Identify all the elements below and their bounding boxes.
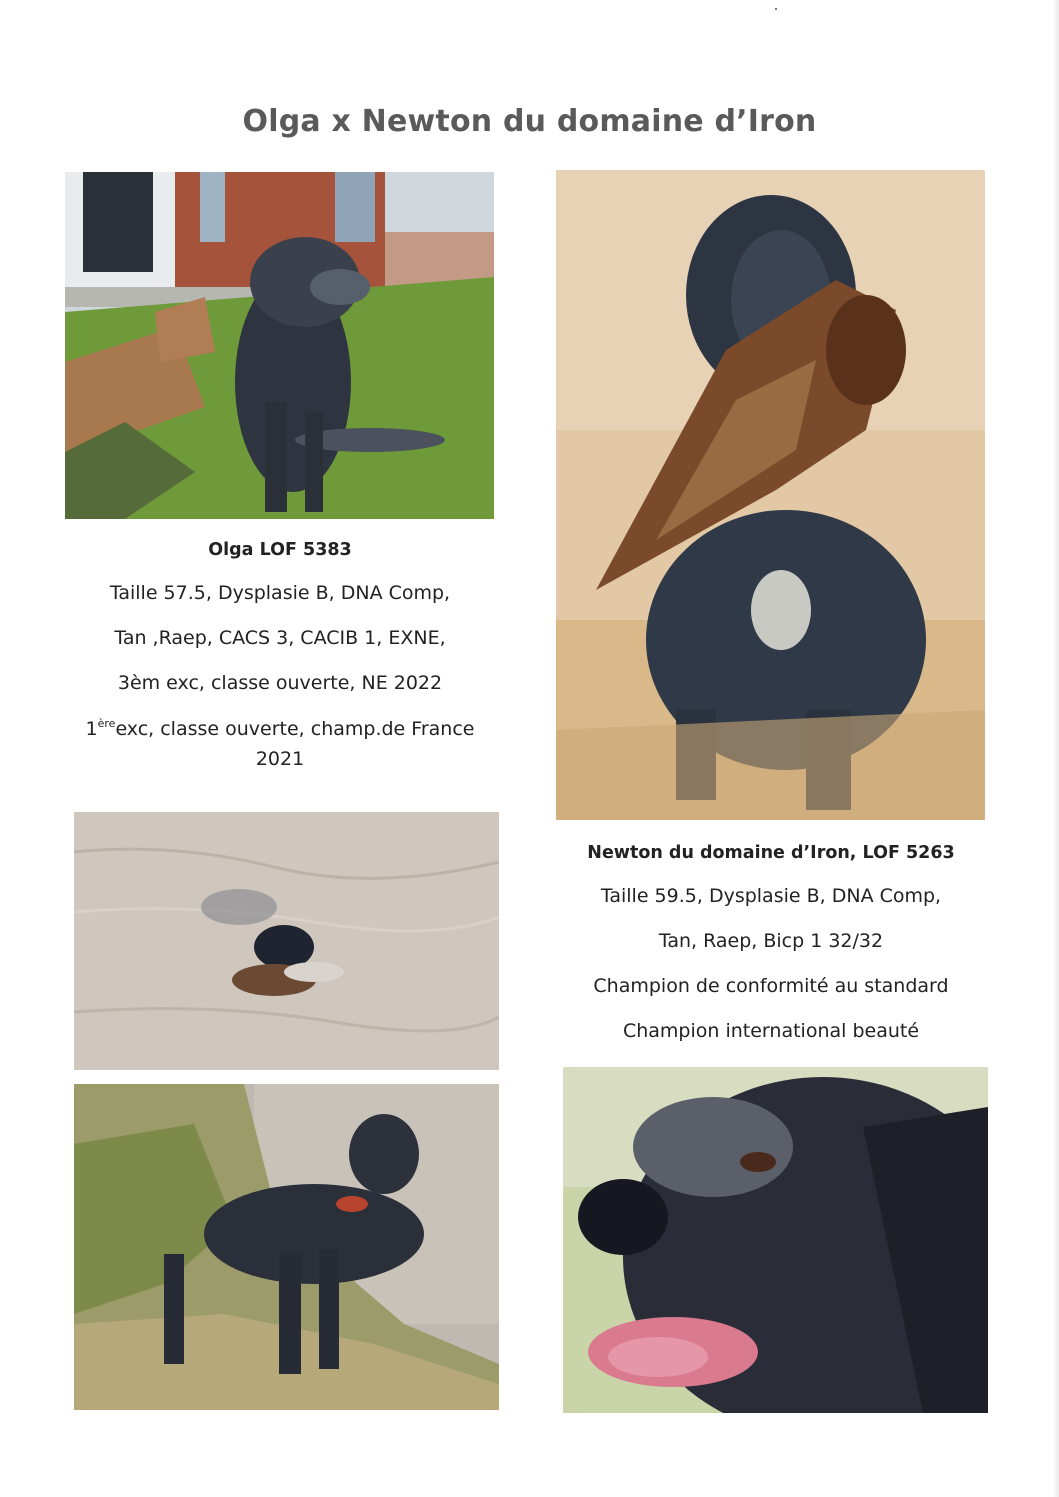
page-title: Olga x Newton du domaine d’Iron: [242, 104, 817, 139]
photo-newton-portrait: [563, 1067, 988, 1413]
olga-info: [60, 540, 500, 793]
olga-line-3: 3èm exc, classe ouverte, NE 2022: [117, 672, 443, 694]
olga-name: Olga LOF 5383: [208, 540, 352, 560]
olga-line-4-rest: exc, classe ouverte, champ.de France: [115, 718, 475, 740]
olga-line-1: Taille 57.5, Dysplasie B, DNA Comp,: [109, 582, 451, 604]
newton-info: [555, 843, 987, 1065]
photo-olga-standing: [74, 1084, 499, 1410]
scan-speck: [775, 8, 777, 10]
olga-line-4-num: 1: [85, 718, 98, 740]
newton-line-1: Taille 59.5, Dysplasie B, DNA Comp,: [600, 885, 942, 907]
newton-line-2: Tan, Raep, Bicp 1 32/32: [658, 930, 884, 952]
olga-line-2: Tan ,Raep, CACS 3, CACIB 1, EXNE,: [114, 627, 446, 649]
newton-line-3: Champion de conformité au standard: [593, 975, 949, 997]
scan-edge-shadow: [1053, 0, 1059, 1497]
photo-newton-pheasant: [556, 170, 985, 820]
olga-line-4-sup: ère: [97, 717, 116, 730]
photo-olga-swimming: [74, 812, 499, 1070]
newton-name: Newton du domaine d’Iron, LOF 5263: [587, 843, 955, 863]
photo-olga-sitting: [65, 172, 494, 519]
olga-line-4: [60, 717, 500, 740]
olga-line-5: 2021: [255, 748, 305, 770]
newton-line-4: Champion international beauté: [622, 1020, 920, 1042]
